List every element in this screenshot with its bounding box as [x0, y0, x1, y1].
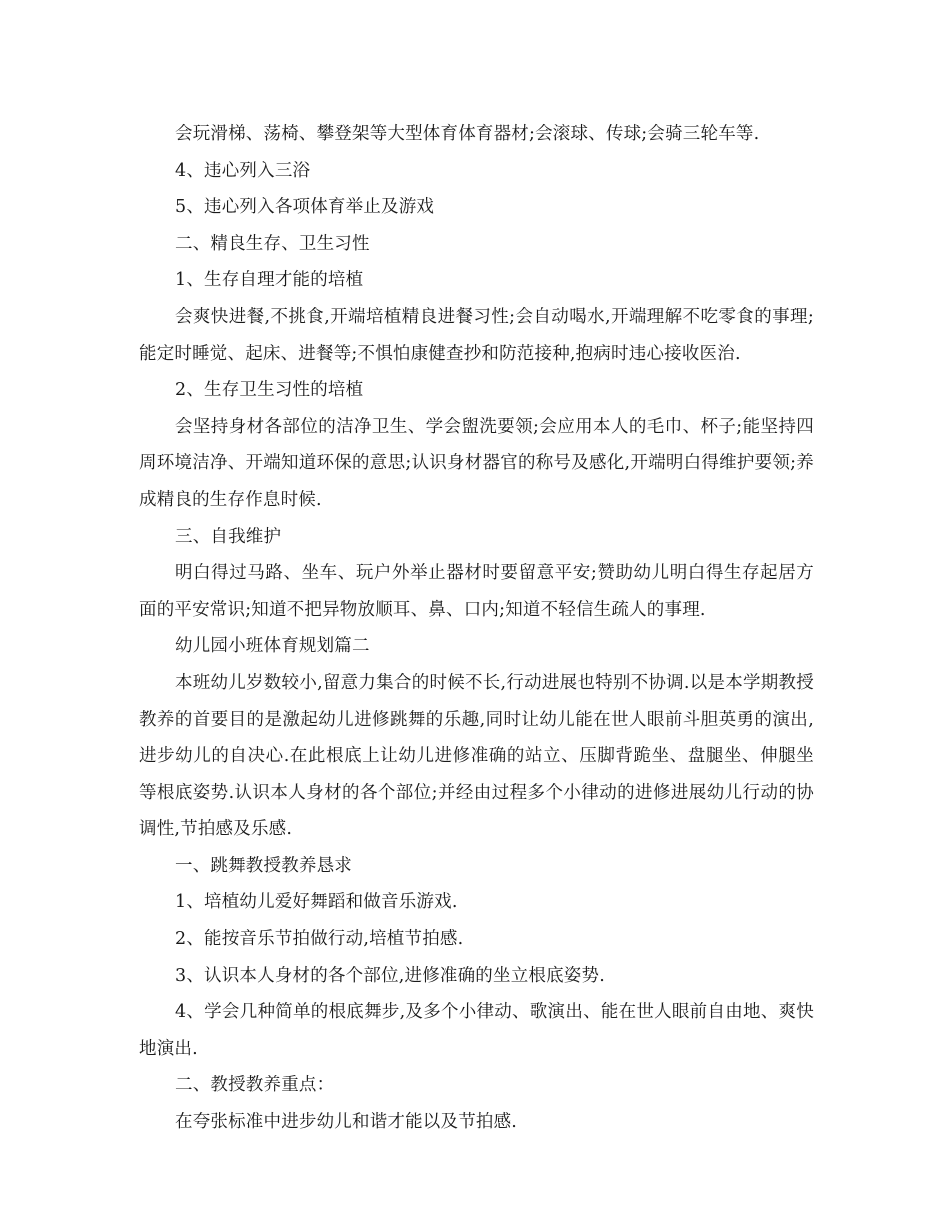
- article-title: 幼儿园小班体育规划篇二: [175, 636, 370, 657]
- section-heading: 三、自我维护: [175, 526, 282, 547]
- paragraph: 会玩滑梯、荡椅、攀登架等大型体育体育器材;会滚球、传球;会骑三轮车等.: [175, 124, 760, 144]
- paragraph: 4、违心列入三浴: [175, 160, 311, 181]
- paragraph: 明白得过马路、坐车、玩户外举止器材时要留意平安;赞助幼儿明白得生存起居方面的平安常识;知道不把异物放顺耳、鼻、口内;知道不轻信生疏人的事理.: [139, 563, 814, 620]
- list-item: 3、认识本人身材的各个部位,进修准确的坐立根底姿势.: [175, 965, 605, 986]
- list-item: 2、能按音乐节拍做行动,培植节拍感.: [175, 929, 464, 950]
- section-heading: 一、跳舞教授教养恳求: [175, 855, 352, 876]
- subsection-heading: 2、生存卫生习性的培植: [175, 380, 364, 401]
- paragraph: 会坚持身材各部位的洁净卫生、学会盥洗要领;会应用本人的毛巾、杯子;能坚持四周环境洁净、开端知道环保的意思;认识身材器官的称号及感化,开端明白得维护要领;养成精良的生存作息时候.: [139, 416, 814, 510]
- list-item: 4、学会几种简单的根底舞步,及多个小律动、歌演出、能在世人眼前自由地、爽快地演出.: [139, 1002, 814, 1059]
- paragraph: 在夸张标准中进步幼儿和谐才能以及节拍感.: [175, 1112, 518, 1133]
- document-body: [139, 116, 814, 1141]
- paragraph: 会爽快进餐,不挑食,开端培植精良进餐习性;会自动喝水,开端理解不吃零食的事理;能定时睡觉、起床、进餐等;不惧怕康健查抄和防范接种,抱病时违心接收医治.: [139, 306, 814, 364]
- list-item: 1、培植幼儿爱好舞蹈和做音乐游戏.: [175, 892, 458, 913]
- section-heading: 二、教授教养重点：: [175, 1075, 335, 1096]
- paragraph: 5、违心列入各项体育举止及游戏: [175, 197, 435, 218]
- subsection-heading: 1、生存自理才能的培植: [175, 270, 364, 291]
- paragraph: 本班幼儿岁数较小,留意力集合的时候不长,行动进展也特别不协调.以是本学期教授教养的首要目的是激起幼儿进修跳舞的乐趣,同时让幼儿能在世人眼前斗胆英勇的演出,进步幼儿的自决心.在此根底上让幼儿进修准确的站立、压脚背跪坐、盘腿坐、伸腿坐等根底姿势.认识本人身材的各个部位;并经由过程多个小律动的进修进展幼儿行动的协调性,节拍感及乐感.: [139, 672, 814, 840]
- section-heading: 二、精良生存、卫生习性: [175, 233, 370, 254]
